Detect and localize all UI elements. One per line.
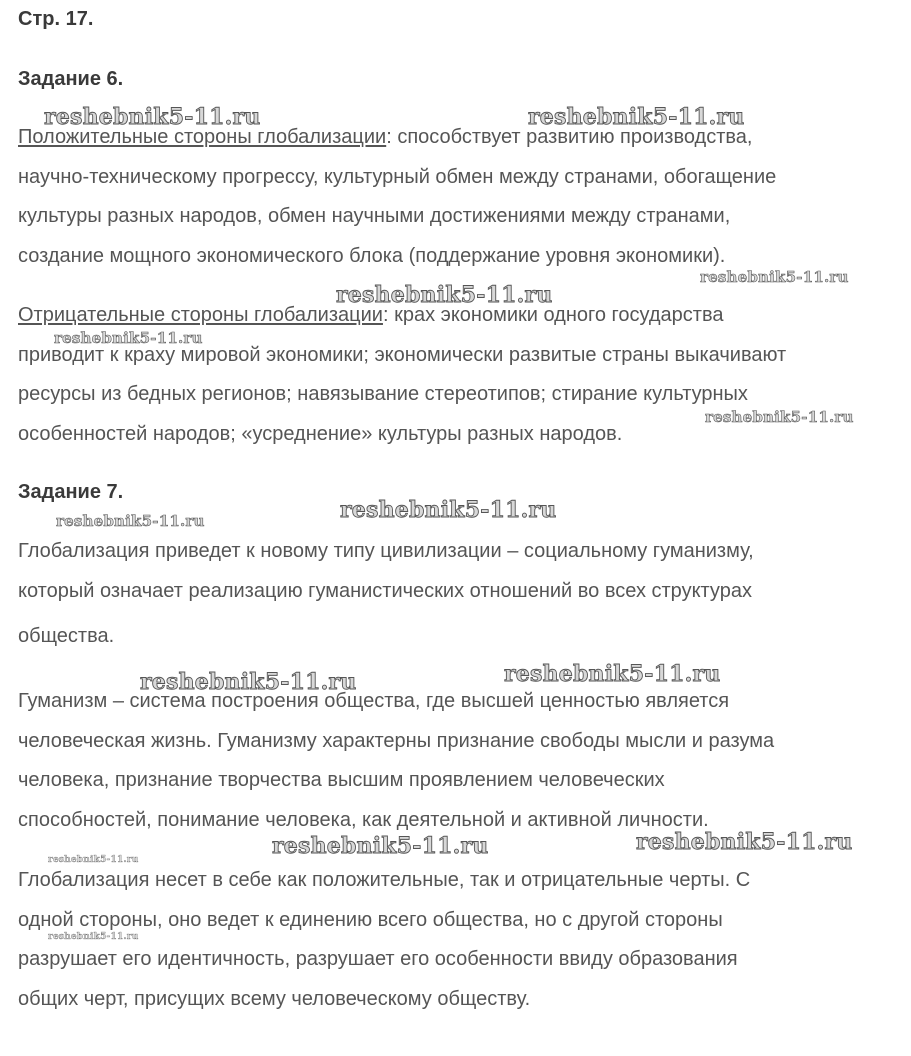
watermark: reshebnik5-11.ru bbox=[504, 661, 721, 687]
watermark: reshebnik5-11.ru bbox=[705, 408, 854, 426]
positive-line-4: создание мощного экономического блока (поддержание уровня экономики). bbox=[18, 244, 726, 267]
watermark: reshebnik5-11.ru bbox=[700, 268, 849, 286]
task-6-negative-paragraph bbox=[18, 296, 786, 454]
watermark: reshebnik5-11.ru bbox=[54, 329, 203, 347]
task-7-paragraph-2 bbox=[18, 682, 774, 840]
positive-line-1: : способствует развитию производства, bbox=[386, 126, 753, 148]
negative-label: Отрицательные стороны глобализации bbox=[18, 304, 383, 326]
task-7-paragraph-3 bbox=[18, 861, 750, 1019]
text-line bbox=[18, 118, 776, 158]
negative-line-2: приводит к краху мировой экономики; экономически развитые страны выкачивают bbox=[18, 343, 787, 366]
p2-line-2: человеческая жизнь. Гуманизму характерны признание свободы мысли и разума bbox=[18, 729, 775, 752]
task-6-title: Задание 6. bbox=[18, 68, 124, 90]
negative-line-1: : крах экономики одного государства bbox=[382, 304, 724, 326]
p3-line-1: Глобализация несет в себе как положительные, так и отрицательные черты. С bbox=[18, 869, 751, 891]
watermark: reshebnik5-11.ru bbox=[528, 104, 745, 130]
watermark: reshebnik5-11.ru bbox=[44, 104, 261, 130]
p3-line-2: одной стороны, оно ведет к единению всего общества, но с другой стороны bbox=[18, 908, 723, 931]
p2-line-3: человека, признание творчества высшим проявлением человеческих bbox=[18, 769, 665, 791]
positive-label: Положительные стороны глобализации bbox=[18, 126, 387, 148]
task-7-paragraph-1 bbox=[18, 532, 754, 653]
watermark: reshebnik5-11.ru bbox=[340, 497, 557, 523]
task-7-title: Задание 7. bbox=[18, 481, 124, 503]
p1-line-2: который означает реализацию гуманистических отношений во всех структурах bbox=[18, 579, 752, 602]
watermark: reshebnik5-11.ru bbox=[272, 833, 489, 859]
p2-line-1: Гуманизм – система построения общества, где высшей ценностью является bbox=[18, 690, 730, 712]
p1-line-1: Глобализация приведет к новому типу цивилизации – социальному гуманизму, bbox=[18, 540, 754, 562]
watermark: reshebnik5-11.ru bbox=[140, 669, 357, 695]
text-line bbox=[18, 296, 786, 336]
positive-line-3: культуры разных народов, обмен научными достижениями между странами, bbox=[18, 205, 731, 227]
negative-line-4: особенностей народов; «усреднение» культуры разных народов. bbox=[18, 422, 623, 445]
negative-line-3: ресурсы из бедных регионов; навязывание стереотипов; стирание культурных bbox=[18, 383, 748, 405]
p3-line-3: разрушает его идентичность, разрушает его особенности ввиду образования bbox=[18, 948, 738, 970]
page-label: Стр. 17. bbox=[18, 8, 94, 30]
positive-line-2: научно-техническому прогрессу, культурный обмен между странами, обогащение bbox=[18, 165, 777, 188]
p1-line-3: общества. bbox=[18, 625, 115, 647]
task-6-positive-paragraph bbox=[18, 118, 776, 276]
watermark: reshebnik5-11.ru bbox=[48, 855, 139, 865]
watermark: reshebnik5-11.ru bbox=[336, 282, 553, 308]
watermark: reshebnik5-11.ru bbox=[636, 829, 853, 855]
p2-line-4: способностей, понимание человека, как деятельной и активной личности. bbox=[18, 808, 709, 831]
watermark: reshebnik5-11.ru bbox=[56, 512, 205, 530]
p3-line-4: общих черт, присущих всему человеческому обществу. bbox=[18, 987, 531, 1010]
watermark: reshebnik5-11.ru bbox=[48, 932, 139, 942]
